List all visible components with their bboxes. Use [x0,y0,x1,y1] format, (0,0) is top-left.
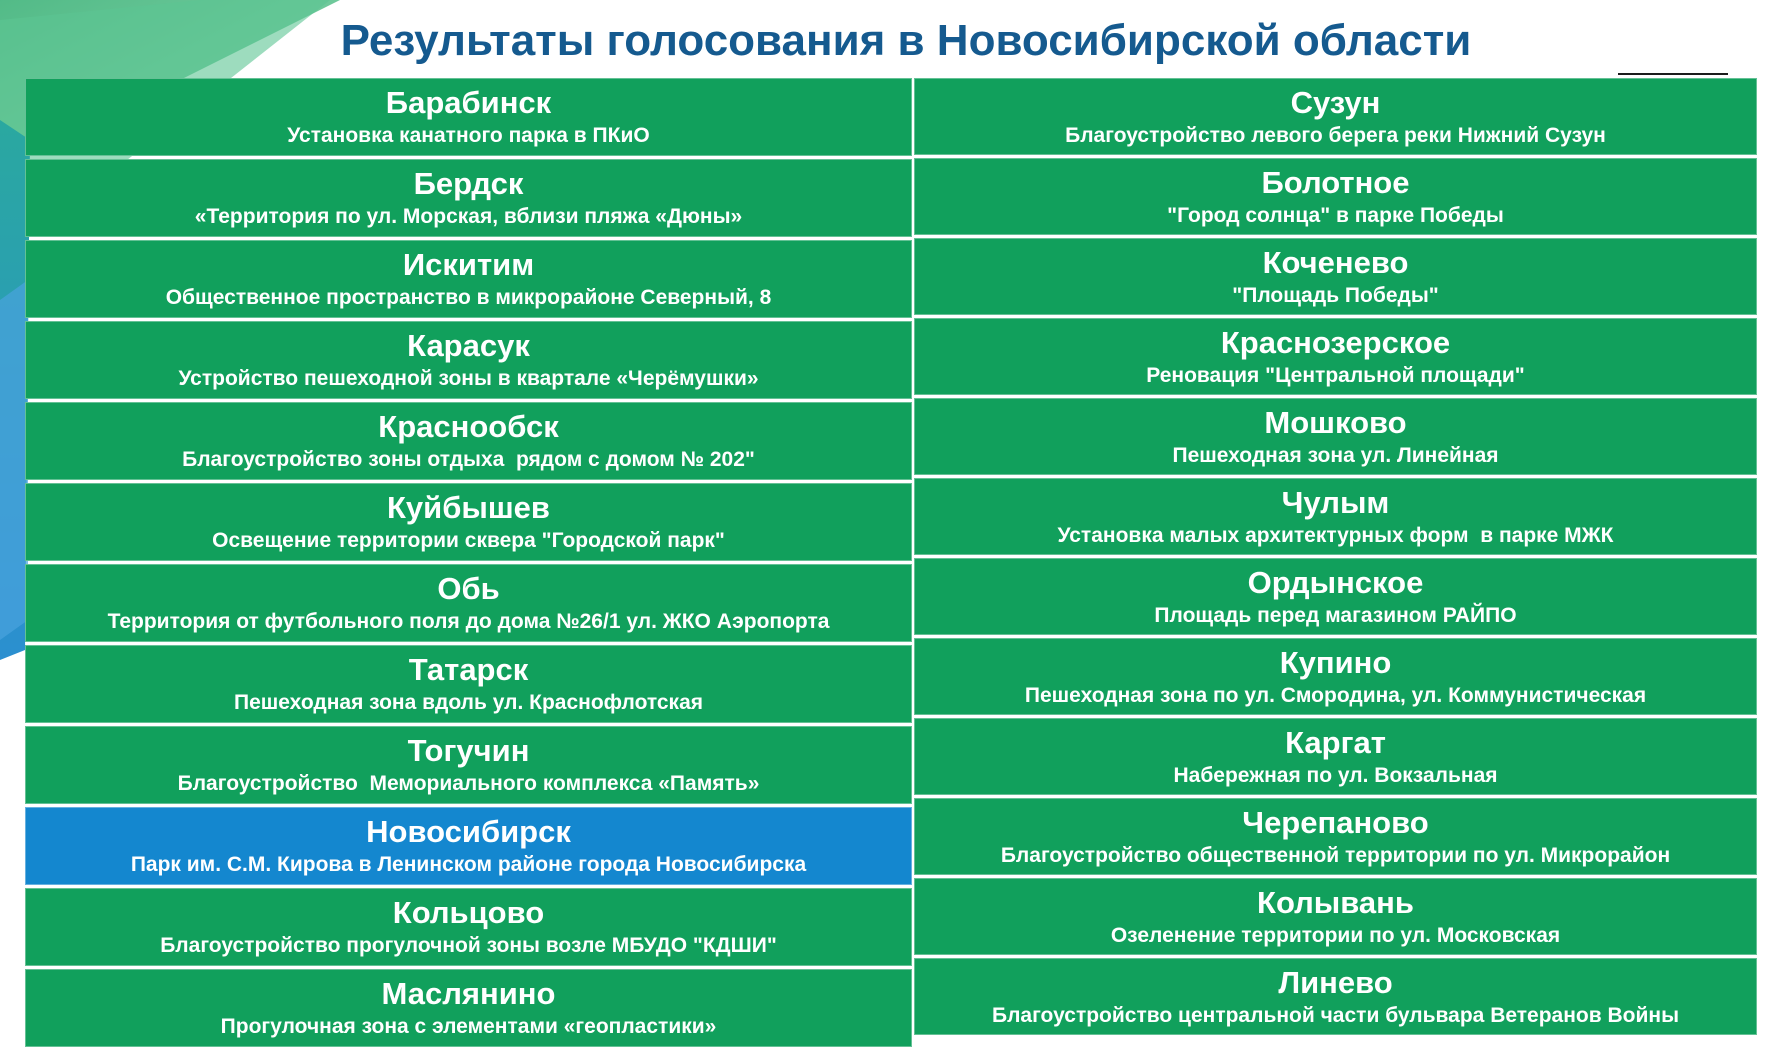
city-name: Обь [437,571,500,606]
result-cell[interactable] [914,478,1757,555]
city-name: Искитим [402,247,535,282]
city-name: Бердск [413,166,524,201]
city-name: Маслянино [381,976,556,1011]
result-cell[interactable] [25,645,912,723]
city-name: Сузун [1290,84,1381,120]
city-name: Колывань [1257,884,1414,920]
result-cell[interactable] [914,958,1757,1035]
result-cell[interactable] [25,321,912,399]
result-cell[interactable] [914,398,1757,475]
result-cell[interactable] [914,878,1757,955]
result-cell[interactable] [25,483,912,561]
city-name: Каргат [1285,724,1386,760]
result-cell[interactable] [914,238,1757,315]
city-name: Барабинск [385,85,552,120]
project-name: Пешеходная зона ул. Линейная [1172,443,1499,467]
result-cell-highlighted[interactable] [25,807,912,885]
project-name: Благоустройство зоны отдыха рядом с домом № 202" [182,448,755,471]
project-name: "Город солнца" в парке Победы [1167,203,1504,227]
city-name: Краснообск [378,409,559,444]
result-cell[interactable] [25,159,912,237]
result-cell[interactable] [914,558,1757,635]
result-cell[interactable] [25,969,912,1047]
city-name: Коченево [1262,244,1409,280]
project-name: "Площадь Победы" [1232,283,1439,307]
result-cell[interactable] [25,240,912,318]
city-name: Ордынское [1247,564,1424,600]
result-cell[interactable] [914,798,1757,875]
project-name: Благоустройство прогулочной зоны возле МБУДО "КДШИ" [160,934,777,957]
result-cell[interactable] [914,158,1757,235]
result-cell[interactable] [914,78,1757,155]
project-name: Устройство пешеходной зоны в квартале «Черёмушки» [178,367,759,390]
project-name: Территория от футбольного поля до дома №26/1 ул. ЖКО Аэропорта [107,610,830,633]
city-name: Черепаново [1242,804,1429,840]
right-results-column [914,78,1757,1038]
city-name: Куйбышев [387,490,550,525]
project-name: Благоустройство левого берега реки Нижний Сузун [1065,123,1606,147]
city-name: Краснозерское [1220,324,1451,360]
project-name: Пешеходная зона по ул. Смородина, ул. Коммунистическая [1024,683,1647,707]
result-cell[interactable] [914,638,1757,715]
result-cell[interactable] [914,318,1757,395]
result-cell[interactable] [25,564,912,642]
city-name: Тогучин [407,733,530,768]
project-name: Установка малых архитектурных форм в парке МЖК [1057,523,1614,547]
project-name: Площадь перед магазином РАЙПО [1154,603,1517,627]
result-cell[interactable] [25,402,912,480]
city-name: Чулым [1281,484,1390,520]
project-name: Освещение территории сквера "Городской парк" [212,529,725,552]
project-name: Пешеходная зона вдоль ул. Краснофлотская [233,691,703,714]
project-name: Реновация "Центральной площади" [1146,363,1525,387]
page-title: Результаты голосования в Новосибирской области [340,16,1472,65]
result-cell[interactable] [25,78,912,156]
left-results-column [25,78,912,1050]
project-name: Благоустройство Мемориального комплекса «Память» [177,772,760,795]
project-name: Благоустройство центральной части бульвара Ветеранов Войны [991,1003,1680,1027]
result-cell[interactable] [25,726,912,804]
city-name: Болотное [1261,164,1410,200]
project-name: Установка канатного парка в ПКиО [287,124,650,147]
city-name: Татарск [408,652,529,687]
city-name: Мошково [1264,404,1407,440]
city-name: Кольцово [392,895,545,930]
decorative-line [1618,73,1728,75]
city-name: Карасук [407,328,530,363]
project-name: «Территория по ул. Морская, вблизи пляжа «Дюны» [194,205,743,228]
project-name: Прогулочная зона с элементами «геопластики» [220,1015,717,1038]
project-name: Благоустройство общественной территории по ул. Микрорайон [1000,843,1671,867]
city-name: Купино [1279,644,1392,680]
project-name: Озеленение территории по ул. Московская [1110,923,1561,947]
result-cell[interactable] [25,888,912,966]
city-name: Линево [1278,964,1393,1000]
city-name: Новосибирск [366,814,571,849]
project-name: Парк им. С.М. Кирова в Ленинском районе города Новосибирска [130,853,807,876]
project-name: Общественное пространство в микрорайоне Северный, 8 [165,286,772,309]
result-cell[interactable] [914,718,1757,795]
project-name: Набережная по ул. Вокзальная [1173,763,1498,787]
